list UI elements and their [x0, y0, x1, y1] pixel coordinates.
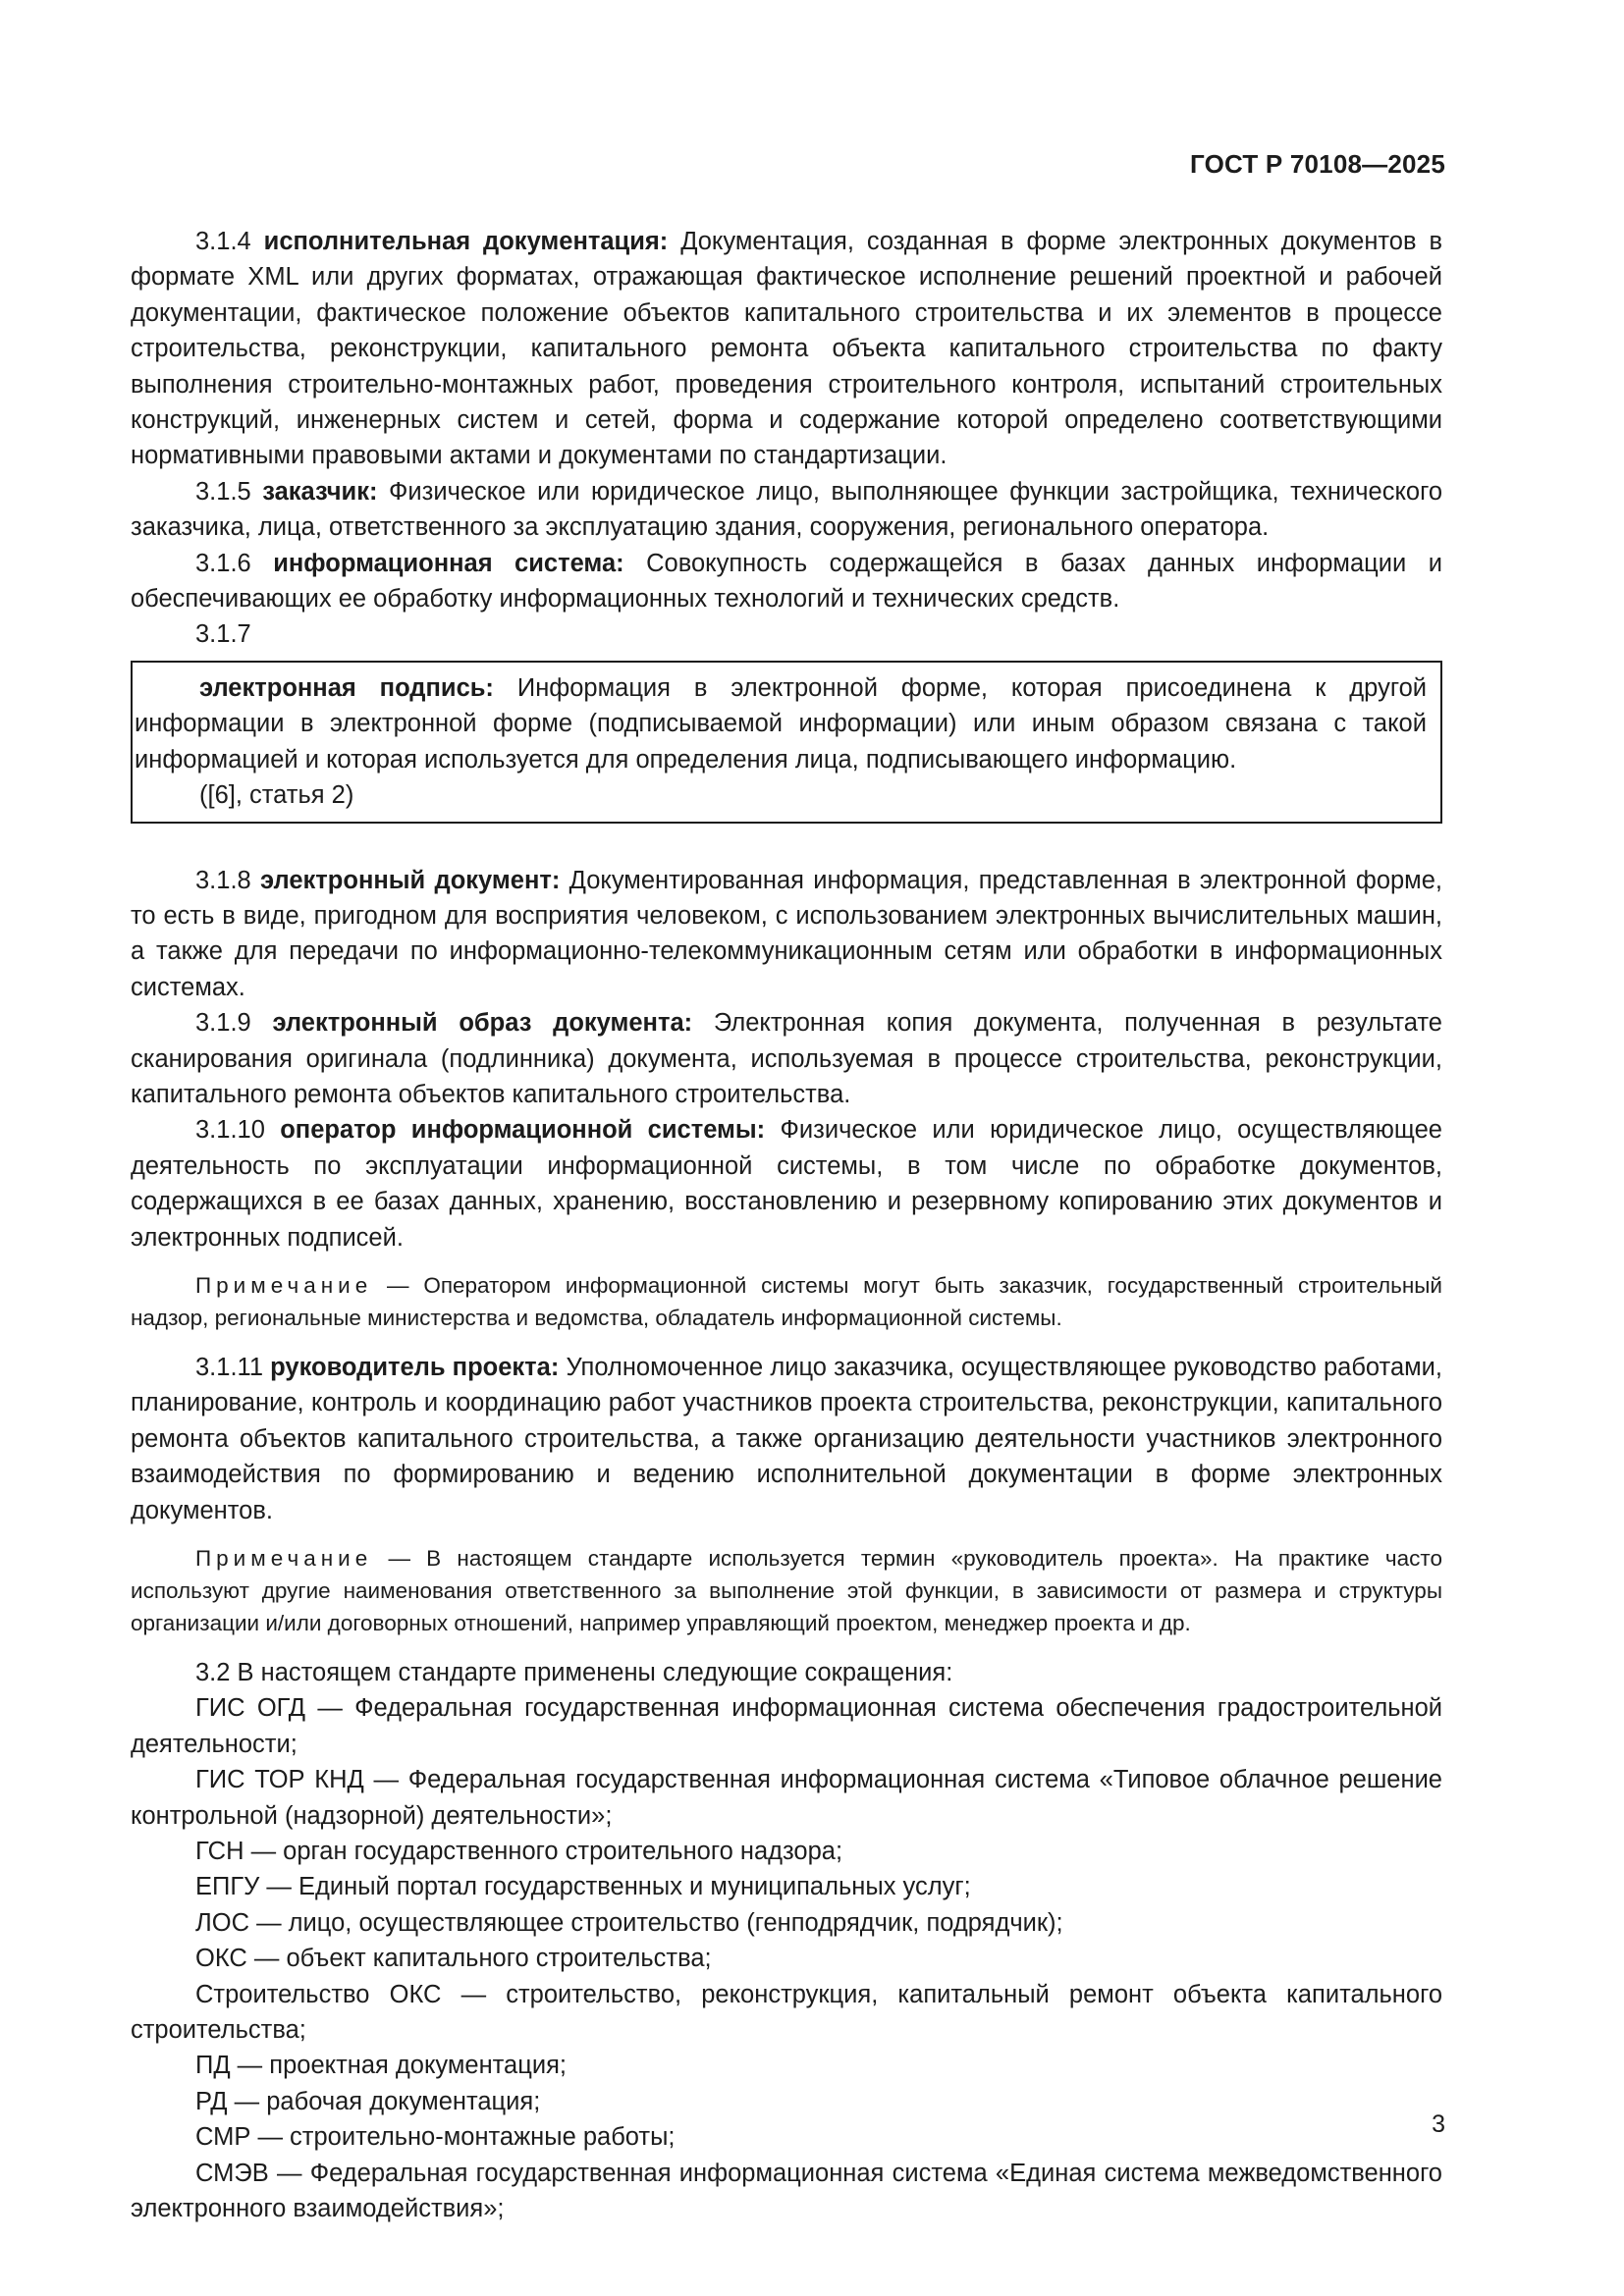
abbreviation-item: ПД — проектная документация; [195, 2052, 567, 2080]
note-text: — В настоящем стандарте используется термин «руководитель проекта». На практике часто используют другие наименования ответственного за выполнение этой функции, в зависимости от размера и структуры организации и/или договорных отношений, например управляющий проектом, менеджер проекта и др. [131, 1546, 1442, 1635]
term-3-1-8 [131, 863, 1442, 1006]
term-name: электронный документ: [260, 866, 561, 894]
abbreviation-item: ЕПГУ — Единый портал государственных и муниципальных услуг; [195, 1873, 971, 1901]
abbreviation-item: ГСН — орган государственного строительного надзора; [195, 1838, 843, 1866]
term-number: 3.1.7 [195, 620, 251, 649]
term-number: 3.1.4 [195, 228, 251, 255]
term-name: электронная подпись: [199, 673, 494, 702]
abbreviation-item: СМР — строительно-монтажные работы; [195, 2123, 676, 2152]
term-3-1-5 [131, 474, 1442, 546]
term-definition: Электронная копия документа, полученная в результате сканирования оригинала (подлинника) документа, используемая в процессе строительства, реконструкции, капитального ремонта объектов капитального строительства. [131, 1009, 1442, 1108]
term-3-1-9 [131, 1005, 1442, 1112]
abbreviation-item: ЛОС — лицо, осуществляющее строительство (генподрядчик, подрядчик); [195, 1908, 1063, 1937]
note-label: Примечание [195, 1546, 373, 1571]
document-body [131, 224, 1442, 2227]
abbreviation-item: ГИС ТОР КНД — Федеральная государственная информационная система «Типовое облачное решение контрольной (надзорной) деятельности»; [131, 1766, 1442, 1830]
page-number: 3 [1432, 2110, 1445, 2138]
term-definition: Уполномоченное лицо заказчика, осуществляющее руководство работами, планирование, контроль и координацию работ участников проекта строительства, реконструкции, капитального ремонта объектов капитального строительства, а также организацию деятельности участников электронного взаимодействия по формированию и ведению исполнительной документации в форме электронных документов. [131, 1353, 1442, 1524]
quoted-definition-box [131, 661, 1442, 824]
term-number: 3.1.8 [195, 866, 251, 894]
term-3-1-4 [131, 224, 1442, 474]
term-definition: Документированная информация, представленная в электронной форме, то есть в виде, пригодном для восприятия человеком, с использованием электронных вычислительных машин, а также для передачи по информационно-телекоммуникационным сетям или обработки в информационных системах. [131, 866, 1442, 1001]
note-project-manager [131, 1542, 1442, 1639]
term-definition: Информация в электронной форме, которая присоединена к другой информации в электронной форме (подписываемой информации) или иным образом связана с такой информацией и которая используется для определения лица, подписывающего информацию. [135, 673, 1427, 774]
term-definition: Совокупность содержащейся в базах данных информации и обеспечивающих ее обработку информационных технологий и технических средств. [131, 549, 1442, 614]
term-number: 3.1.6 [195, 549, 251, 577]
abbreviation-item: СМЭВ — Федеральная государственная информационная система «Единая система межведомственного электронного взаимодействия»; [131, 2159, 1442, 2223]
term-name: электронный образ документа: [272, 1009, 693, 1038]
term-number: 3.1.9 [195, 1009, 251, 1038]
term-3-1-10 [131, 1112, 1442, 1255]
abbreviations-list [131, 1690, 1442, 2226]
term-definition: Физическое или юридическое лицо, осуществляющее деятельность по эксплуатации информационной системы, в том числе по обработке документов, содержащихся в ее базах данных, хранению, восстановлению и резервному копированию этих документов и электронных подписей. [131, 1116, 1442, 1252]
note-text: — Оператором информационной системы могут быть заказчик, государственный строительный надзор, региональные министерства и ведомства, обладатель информационной системы. [131, 1272, 1442, 1330]
term-name: руководитель проекта: [270, 1353, 560, 1381]
note-label: Примечание [195, 1272, 373, 1298]
abbreviation-item: РД — рабочая документация; [195, 2087, 541, 2115]
abbreviation-item: ОКС — объект капитального строительства; [195, 1945, 712, 1973]
term-name: информационная система: [273, 549, 624, 577]
term-3-1-7-number [131, 616, 1442, 652]
term-definition: Физическое или юридическое лицо, выполняющее функции застройщика, технического заказчика, лица, ответственного за эксплуатацию здания, сооружения, регионального оператора. [131, 477, 1443, 542]
term-name: заказчик: [262, 477, 378, 506]
term-source-reference: ([6], статья 2) [199, 781, 354, 810]
term-number: 3.1.10 [195, 1116, 265, 1145]
term-definition: Документация, созданная в форме электронных документов в формате XML или других форматах, отражающая фактическое исполнение решений проектной и рабочей документации, фактическое положение объектов капитального строительства и их элементов в процессе строительства, реконструкции, капитального ремонта объекта капитального строительства по факту выполнения строительно-монтажных работ, проведения строительного контроля, испытаний строительных конструкций, инженерных систем и сетей, форма и содержание которой определено соответствующими нормативными правовыми актами и документами по стандартизации. [131, 228, 1442, 470]
term-number: 3.1.11 [195, 1353, 264, 1381]
term-number: 3.1.5 [195, 477, 251, 506]
document-designation: ГОСТ Р 70108—2025 [1190, 149, 1445, 179]
term-3-1-6 [131, 546, 1442, 617]
abbreviation-item: ГИС ОГД — Федеральная государственная информационная система обеспечения градостроительной деятельности; [131, 1694, 1442, 1758]
term-name: оператор информационной системы: [280, 1116, 766, 1145]
note-operator [131, 1269, 1442, 1334]
term-name: исполнительная документация: [263, 228, 669, 255]
term-3-1-11 [131, 1350, 1442, 1528]
abbreviations-intro: 3.2 В настоящем стандарте применены следующие сокращения: [195, 1659, 953, 1686]
abbreviation-item: Строительство ОКС — строительство, реконструкция, капитальный ремонт объекта капитального строительства; [131, 1980, 1442, 2045]
term-3-1-7 [135, 670, 1427, 777]
